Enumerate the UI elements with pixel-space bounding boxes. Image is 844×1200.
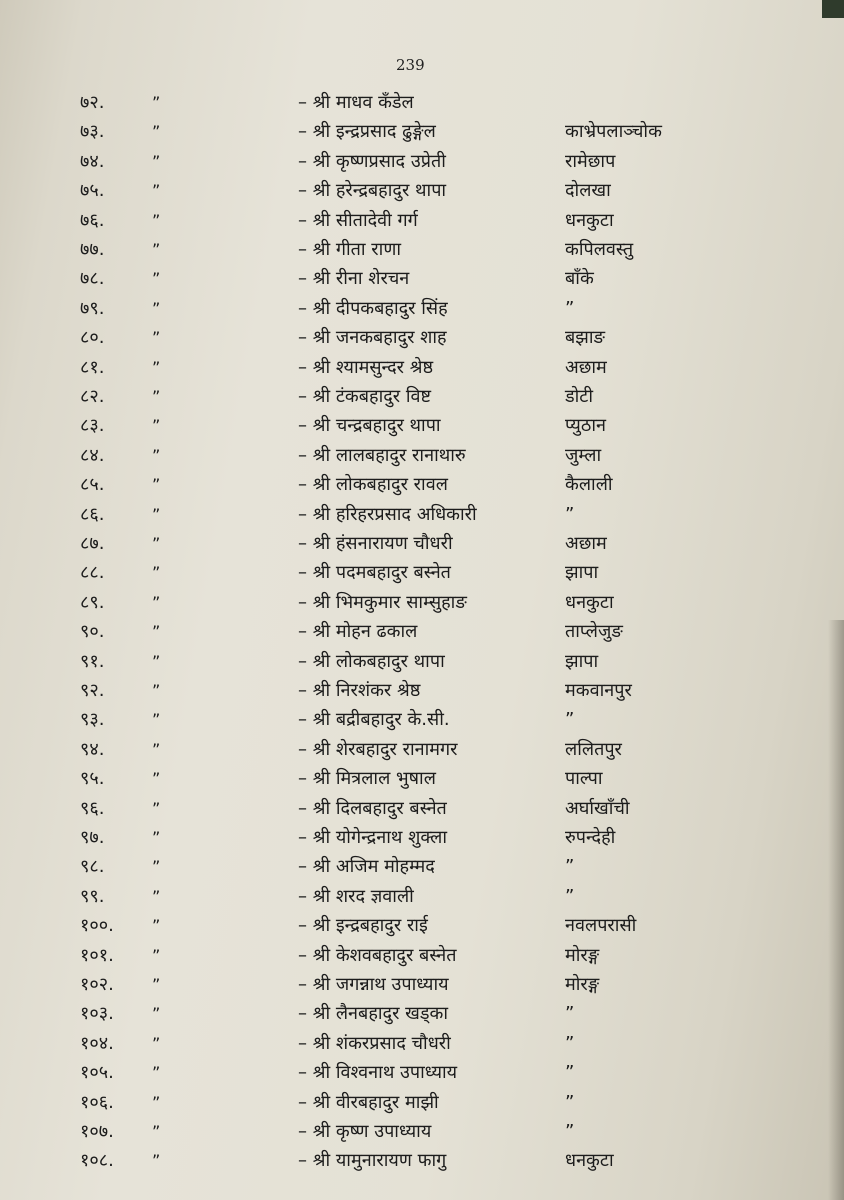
ditto-mark: ”	[152, 1033, 161, 1053]
member-name: – श्री निरशंकर श्रेष्ठ	[298, 680, 421, 701]
row-number: ८५.	[80, 474, 105, 496]
row-number: ७३.	[80, 121, 105, 143]
list-row	[0, 294, 844, 324]
list-row	[0, 882, 844, 912]
ditto-mark: ”	[152, 1151, 161, 1171]
row-number: ९७.	[80, 827, 105, 848]
district-name: ललितपुर	[565, 738, 622, 760]
district-name: बाँके	[565, 268, 594, 290]
district-name: अछाम	[565, 533, 607, 554]
list-row	[0, 558, 844, 588]
list-row	[0, 382, 844, 412]
district-name: धनकुटा	[565, 209, 614, 231]
ditto-mark: ”	[152, 975, 161, 994]
list-row	[0, 852, 844, 882]
row-number: ९६.	[80, 797, 105, 819]
list-row	[0, 764, 844, 794]
member-name: – श्री हरिहरप्रसाद अधिकारी	[298, 503, 477, 525]
list-row	[0, 647, 844, 677]
ditto-mark: ”	[152, 857, 161, 877]
ditto-mark: ”	[152, 504, 161, 524]
district-name: दोलखा	[565, 180, 611, 202]
list-row	[0, 1029, 844, 1059]
district-name: ”	[565, 1121, 575, 1142]
district-name: प्युठान	[565, 415, 606, 437]
list-row	[0, 970, 844, 1000]
ditto-mark: ”	[152, 475, 161, 495]
district-name: कपिलवस्तु	[565, 239, 634, 260]
district-name: जुम्ला	[565, 444, 602, 466]
ditto-mark: ”	[152, 945, 161, 965]
ditto-mark: ”	[152, 122, 161, 142]
ditto-mark: ”	[152, 710, 161, 730]
member-name: – श्री लोकबहादुर थापा	[298, 650, 445, 672]
list-row	[0, 411, 844, 441]
member-name: – श्री हंसनारायण चौधरी	[298, 533, 453, 554]
district-name: ”	[565, 1032, 575, 1054]
ditto-mark: ”	[152, 181, 161, 201]
ditto-mark: ”	[152, 445, 161, 465]
member-name: – श्री श्यामसुन्दर श्रेष्ठ	[298, 356, 434, 378]
list-row	[0, 1146, 844, 1176]
row-number: ९९.	[80, 885, 105, 907]
member-name: – श्री जनकबहादुर शाह	[298, 327, 447, 349]
ditto-mark: ”	[152, 240, 161, 259]
row-number: ७५.	[80, 180, 105, 202]
ditto-mark: ”	[152, 622, 161, 642]
row-number: ८३.	[80, 415, 105, 437]
member-name: – श्री हरेन्द्रबहादुर थापा	[298, 180, 447, 202]
row-number: ८८.	[80, 562, 105, 584]
member-name: – श्री कृष्णप्रसाद उप्रेती	[298, 150, 446, 172]
row-number: ८६.	[80, 503, 105, 525]
member-name: – श्री वीरबहादुर माझी	[298, 1091, 439, 1113]
row-number: ७४.	[80, 150, 105, 172]
list-row	[0, 1088, 844, 1118]
list-row	[0, 588, 844, 618]
background-corner	[822, 0, 844, 18]
row-number: ८२.	[80, 386, 105, 407]
row-number: १०५.	[80, 1062, 114, 1084]
member-name: – श्री माधव कँडेल	[298, 92, 414, 113]
row-number: ७७.	[80, 239, 105, 260]
member-name: – श्री बद्रीबहादुर के.सी.	[298, 709, 450, 731]
member-name: – श्री शंकरप्रसाद चौधरी	[298, 1032, 451, 1054]
ditto-mark: ”	[152, 651, 161, 671]
ditto-mark: ”	[152, 886, 161, 906]
list-row	[0, 705, 844, 735]
ditto-mark: ”	[152, 328, 161, 348]
ditto-mark: ”	[152, 387, 161, 406]
list-row	[0, 500, 844, 530]
row-number: १०७.	[80, 1121, 114, 1142]
district-name: ”	[565, 503, 575, 525]
list-row	[0, 999, 844, 1029]
page-number: 239	[396, 56, 425, 74]
district-name: ताप्लेजुङ	[565, 621, 623, 643]
ditto-mark: ”	[152, 298, 161, 318]
district-name: ”	[565, 1003, 575, 1025]
ditto-mark: ”	[152, 1063, 161, 1083]
district-name: डोटी	[565, 386, 594, 407]
list-row	[0, 794, 844, 824]
row-number: ८४.	[80, 444, 105, 466]
member-name: – श्री रीना शेरचन	[298, 268, 410, 290]
member-name: – श्री गीता राणा	[298, 239, 401, 260]
district-name: कैलाली	[565, 474, 613, 496]
district-name: मोरङ्ग	[565, 974, 600, 995]
row-number: १००.	[80, 915, 114, 937]
list-row	[0, 823, 844, 853]
ditto-mark: ”	[152, 592, 161, 612]
row-number: ९१.	[80, 650, 105, 672]
list-row	[0, 88, 844, 118]
member-name: – श्री लैनबहादुर खड्का	[298, 1003, 449, 1025]
member-name: – श्री शेरबहादुर रानामगर	[298, 738, 458, 760]
row-number: ९३.	[80, 709, 105, 731]
member-name: – श्री विश्वनाथ उपाध्याय	[298, 1062, 458, 1084]
district-name: धनकुटा	[565, 591, 614, 613]
row-number: १०६.	[80, 1091, 114, 1113]
district-name: अर्घाखाँची	[565, 797, 630, 819]
district-name: रामेछाप	[565, 150, 616, 172]
ditto-mark: ”	[152, 534, 161, 553]
row-number: ८०.	[80, 327, 105, 349]
member-name: – श्री शरद ज्ञवाली	[298, 885, 414, 907]
member-name: – श्री इन्द्रप्रसाद ढुङ्गेल	[298, 121, 436, 143]
row-number: ७६.	[80, 209, 105, 231]
row-number: १०१.	[80, 944, 114, 966]
ditto-mark: ”	[152, 1004, 161, 1024]
district-name: ”	[565, 709, 575, 731]
member-name: – श्री टंकबहादुर विष्ट	[298, 386, 432, 407]
ditto-mark: ”	[152, 681, 161, 700]
member-name: – श्री लालबहादुर रानाथारु	[298, 444, 466, 466]
list-row	[0, 206, 844, 236]
district-name: रुपन्देही	[565, 827, 616, 848]
district-name: नवलपरासी	[565, 915, 637, 937]
district-name: ”	[565, 856, 575, 878]
member-name: – श्री केशवबहादुर बस्नेत	[298, 944, 457, 966]
row-number: १०८.	[80, 1150, 114, 1172]
member-name: – श्री मित्रलाल भुषाल	[298, 768, 436, 790]
row-number: ८७.	[80, 533, 105, 554]
row-number: ७२.	[80, 92, 105, 113]
row-number: ९८.	[80, 856, 105, 878]
ditto-mark: ”	[152, 916, 161, 936]
row-number: १०४.	[80, 1032, 114, 1054]
district-name: धनकुटा	[565, 1150, 614, 1172]
member-name: – श्री मोहन ढकाल	[298, 621, 418, 643]
list-row	[0, 323, 844, 353]
ditto-mark: ”	[152, 210, 161, 230]
member-name: – श्री सीतादेवी गर्ग	[298, 209, 418, 231]
district-name: ”	[565, 1062, 575, 1084]
member-name: – श्री अजिम मोहम्मद	[298, 856, 435, 878]
list-row	[0, 264, 844, 294]
member-name: – श्री दीपकबहादुर सिंह	[298, 297, 448, 319]
list-row	[0, 617, 844, 647]
list-row	[0, 941, 844, 971]
district-name: ”	[565, 297, 575, 319]
member-name: – श्री पदमबहादुर बस्नेत	[298, 562, 451, 584]
row-number: १०२.	[80, 974, 114, 995]
ditto-mark: ”	[152, 93, 161, 112]
member-name: – श्री यामुनारायण फागु	[298, 1150, 447, 1172]
list-row	[0, 147, 844, 177]
row-number: ७९.	[80, 297, 105, 319]
ditto-mark: ”	[152, 1092, 161, 1112]
ditto-mark: ”	[152, 798, 161, 818]
ditto-mark: ”	[152, 1122, 161, 1141]
list-row	[0, 470, 844, 500]
ditto-mark: ”	[152, 828, 161, 847]
district-name: अछाम	[565, 356, 607, 378]
district-name: पाल्पा	[565, 768, 603, 790]
district-name: काभ्रेपलाञ्चोक	[565, 121, 662, 143]
ditto-mark: ”	[152, 739, 161, 759]
district-name: झापा	[565, 650, 599, 672]
district-name: बझाङ	[565, 327, 606, 349]
district-name: मोरङ्ग	[565, 944, 600, 966]
list-row	[0, 353, 844, 383]
member-name: – श्री जगन्नाथ उपाध्याय	[298, 974, 449, 995]
member-name: – श्री इन्द्रबहादुर राई	[298, 915, 428, 937]
ditto-mark: ”	[152, 357, 161, 377]
row-number: ८९.	[80, 591, 105, 613]
list-row	[0, 176, 844, 206]
member-name: – श्री भिमकुमार साम्सुहाङ	[298, 591, 467, 613]
list-row	[0, 235, 844, 265]
ditto-mark: ”	[152, 563, 161, 583]
row-number: ९४.	[80, 738, 105, 760]
list-row	[0, 735, 844, 765]
member-name: – श्री दिलबहादुर बस्नेत	[298, 797, 447, 819]
ditto-mark: ”	[152, 769, 161, 789]
district-name: झापा	[565, 562, 599, 584]
row-number: ९५.	[80, 768, 105, 790]
row-number: ९०.	[80, 621, 105, 643]
ditto-mark: ”	[152, 269, 161, 289]
list-row	[0, 911, 844, 941]
ditto-mark: ”	[152, 151, 161, 171]
member-name: – श्री योगेन्द्रनाथ शुक्ला	[298, 827, 447, 848]
row-number: ७८.	[80, 268, 105, 290]
list-row	[0, 676, 844, 706]
member-name: – श्री चन्द्रबहादुर थापा	[298, 415, 441, 437]
member-name: – श्री कृष्ण उपाध्याय	[298, 1121, 432, 1142]
member-name: – श्री लोकबहादुर रावल	[298, 474, 448, 496]
row-number: ८१.	[80, 356, 105, 378]
row-number: १०३.	[80, 1003, 114, 1025]
district-name: ”	[565, 885, 575, 907]
row-number: ९२.	[80, 680, 105, 701]
ditto-mark: ”	[152, 416, 161, 436]
list-row	[0, 1117, 844, 1147]
district-name: ”	[565, 1091, 575, 1113]
list-row	[0, 441, 844, 471]
list-row	[0, 1058, 844, 1088]
list-row	[0, 117, 844, 147]
list-row	[0, 529, 844, 559]
district-name: मकवानपुर	[565, 680, 632, 701]
